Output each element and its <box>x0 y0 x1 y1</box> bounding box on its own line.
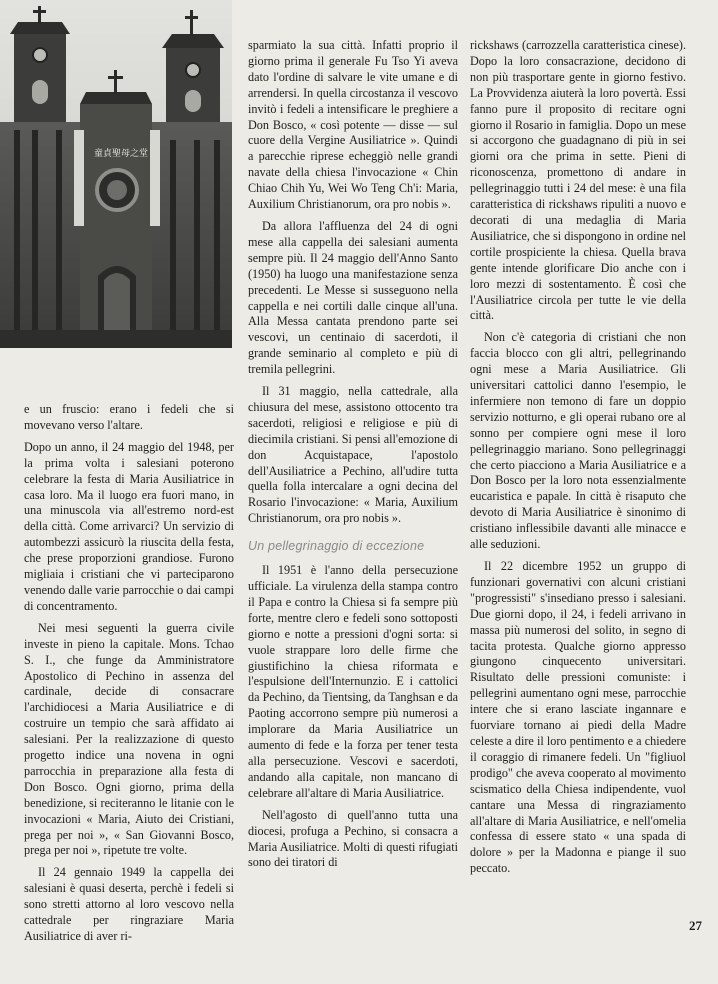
paragraph: Il 31 maggio, nella cattedrale, alla chiusura del mese, assistono ottocento tra sacerdoti, religiosi e religiose e più di diecimila cristiani. Si pensi all'emozione di don Acquistapace, l'apostolo dell'Ausiliatrice a Pechino, all'udire tutta quella folla intercalare a ogni decina del Rosario l'invocazione: « Maria, Auxilium Christianorum, ora pro nobis ». <box>248 384 459 526</box>
paragraph: rickshaws (carrozzella caratteristica cinese). Dopo la loro consacrazione, decidono di non più trasportare gente in giorno festivo. La Provvidenza aiuterà la loro povertà. Essi fanno pure il proposito di recitare ogni giorno il Rosario in famiglia. Dopo un mese si accorgono che guadagnano di più in sei giorni ora che prima in sette. Pieni di riconoscenza, promettono di andare in pellegrinaggio tutti i 24 del mese: è una fila caratteristica di rickshaws ripuliti a nuovo e decorati di una medaglia di Maria Ausiliatrice, che si dispongono in ordine nel cortile prospiciente la chiesa. Quella brava gente intende glorificare Dio anche con i loro mezzi di sostentamento. È così che l'Ausiliatrice circola per tutte le vie della città. <box>470 38 686 323</box>
paragraph: Nei mesi seguenti la guerra civile investe in pieno la capitale. Mons. Tchao S. I., che funge da Amministratore Apostolico di Pechino in assenza del cardinale, decide di consacrare l'archidiocesi a Maria Ausiliatrice e di costruire un tempio che sarà affidato ai salesiani. Per la realizzazione di questo progetto indice una novena in ogni parrocchia in preparazione alla festa di Don Bosco. Ogni giorno, prima della benedizione, si reciteranno le litanie con le invocazioni « Maria, Aiuto dei Cristiani, prega per noi », « San Giovanni Bosco, prega per noi », ripetute tre volte. <box>24 620 234 858</box>
paragraph: Dopo un anno, il 24 maggio del 1948, per la prima volta i salesiani poterono celebrare la festa di Maria Ausiliatrice in casa loro. Ma il luogo era fuori mano, in una minuscola via all'estremo nord-est della città. Come arrivarci? Un servizio di autombezzi assicurò la riuscita della festa, che prese proporzioni grandiose. Furono migliaia i cristiani che vi parteciparono venendo dalle varie parrocchie o dai campi di concentramento. <box>24 439 234 613</box>
column-3 <box>470 38 686 938</box>
paragraph: Il 1951 è l'anno della persecuzione ufficiale. La virulenza della stampa contro il Papa e contro la Chiesa si fa sempre più forte, mentre clero e fedeli sono sottoposti giorno e notte a pressioni d'ogni sorta: si vuole strappare loro delle firme che giustifichino la chiesa riformata e l'espulsione dell'Internunzio. E i cattolici da Pechino, da Tientsing, da Tanghsan e da Paoting accorrono sempre più numerosi a implorare da Maria Ausiliatrice un aumento di fede e la forza per tener testa alla persecuzione. Vescovi e sacerdoti, andando alla capitale, non mancano di celebrare all'altare di Maria Ausiliatrice. <box>248 563 458 800</box>
column-1 <box>24 402 234 943</box>
paragraph: Il 24 gennaio 1949 la cappella dei salesiani è quasi deserta, perchè i fedeli si sono stretti attorno al loro vescovo nella cattedrale per ringraziare Maria Ausiliatrice di aver ri- <box>24 865 234 943</box>
church-photo <box>0 0 232 348</box>
paragraph: Il 22 dicembre 1952 un gruppo di funzionari governativi con alcuni cristiani "progressisti" s'insediano presso i salesiani. Due giorni dopo, il 24, i fedeli arrivano in massa più numerosi del solito, in segno di tacita protesta. Qualche giorno appresso giungono cinquecento universitari. Risultato delle pressioni comuniste: i pellegrini aumentano ogni mese, parrocchie intere che si erano lasciate ingannare e fuorviare tornano ai piedi della Madre celeste a dire il loro pentimento e a chiedere il coraggio di rimanere fedeli. Un "figliuol prodigo" che aveva cooperato al movimento scismatico della Chiesa indipendente, vuol cantare una Messa di ringraziamento all'altare di Maria Ausiliatrice, e nell'omelia confessa di essere stato « una spada di dolore » per la Madonna e piange il suo peccato. <box>470 559 686 876</box>
paragraph: Nell'agosto di quell'anno tutta una diocesi, profuga a Pechino, si consacra a Maria Ausiliatrice. Molti di questi rifugiati sono dei tiratori di <box>248 807 458 870</box>
paragraph: e un fruscio: erano i fedeli che si movevano verso l'altare. <box>24 402 234 432</box>
paragraph: Da allora l'affluenza del 24 di ogni mese alla cappella dei salesiani aumenta sempre più. Il 24 maggio dell'Anno Santo (1950) ha luogo una manifestazione senza precedenti. Le Messe si susseguono nella cappella e nei cortili dalle cinque all'una. Alla Messa cantata prendono parte sei vescovi, un centinaio di sacerdoti, il grande seminario al completo e più di tremila pellegrini. <box>248 218 458 377</box>
church-sign: 童貞聖母之堂 <box>94 149 149 159</box>
page-number: 27 <box>689 918 702 933</box>
section-heading: Un pellegrinaggio di eccezione <box>248 539 425 554</box>
paragraph: Non c'è categoria di cristiani che non faccia blocco con gli altri, pellegrinando ogni mese a Maria Ausiliatrice. Gli universitari cattolici danno l'esempio, le infermiere non temono di fare un doppio servizio notturno, e gli operai rubano ore al sonno per compiere ogni mese il loro pellegrinaggio mariano. Sono pellegrinaggi che certo piacciono a Maria Ausiliatrice e a Don Bosco per la loro nota essenzialmente eucaristica e papale. In città è risaputo che devoto di Maria Ausiliatrice è sinonimo di cristiano inflessibile davanti alle minacce e alle seduzioni. <box>470 330 686 552</box>
column-2 <box>248 38 458 938</box>
paragraph: sparmiato la sua città. Infatti proprio il giorno prima il generale Fu Tso Yi aveva dato l'ordine di salvare le vite umane e di arrendersi. In quella circostanza il vescovo invitò i fedeli a intensificare le preghiere a Don Bosco, « così potente — disse — sul cuore della Vergine Ausiliatrice ». Quindi a parecchie riprese echeggiò nelle grandi navate della chiesa l'invocazione « Chin Chiao Chih Yu, Wei Wo Teng Ch'i: Maria, Auxilium Christianorum, ora pro nobis ». <box>248 38 458 212</box>
